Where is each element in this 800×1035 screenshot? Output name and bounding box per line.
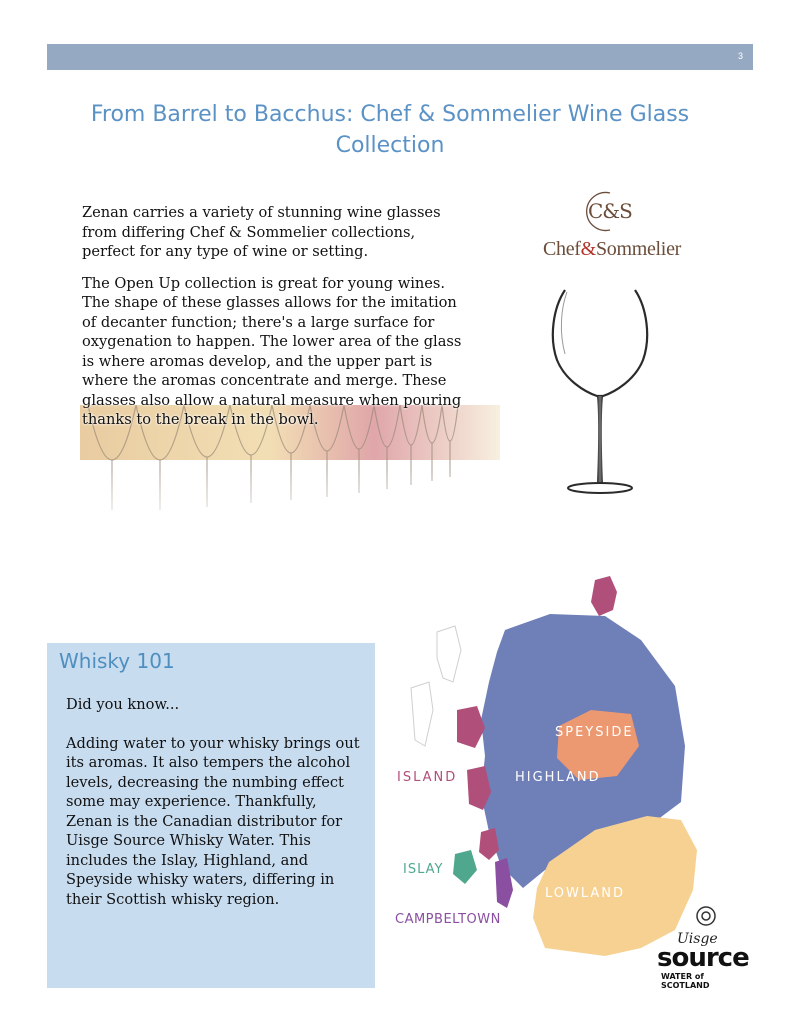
logo-wordmark — [530, 238, 694, 261]
label-lowland: LOWLAND — [545, 886, 626, 901]
label-islay: ISLAY — [403, 862, 444, 877]
whisky-101-box — [47, 643, 375, 988]
whisky-paragraph: Adding water to your whisky brings out its aromas. It also tempers the alcohol levels, decreasing the numbing effect some may experience. Thankfully, Zenan is the Canadian distributor for Uisge Source Whisky Water. This includes the Islay, Highland, and Speyside whisky waters, differing in their Scottish whisky region. — [66, 734, 360, 908]
label-speyside: SPEYSIDE — [555, 725, 634, 740]
region-orkney-shape — [591, 576, 617, 616]
region-islay-shape — [453, 850, 477, 884]
page-title: From Barrel to Bacchus: Chef & Sommelier Wine Glass Collection — [90, 102, 690, 158]
logo-word-ampersand: & — [580, 238, 596, 260]
whisky-101-title: Whisky 101 — [59, 649, 175, 673]
uisge-script-text: Uisge — [677, 931, 718, 947]
chef-sommelier-logo — [528, 186, 696, 274]
uisge-wordmark: source — [657, 943, 749, 973]
uisge-emblem-icon — [695, 905, 717, 927]
logo-mark: C&S — [588, 199, 632, 223]
intro-paragraph-2: The Open Up collection is great for young wines. The shape of these glasses allows for the imitation of decanter function; there's a large surface for oxygenation to happen. The lower area of the glass is where aromas develop, and the upper part is where the aromas concentrate and merge. These glasses also allow a natural measure when pouring thanks to the break in the bowl. — [82, 274, 462, 428]
wine-glass-image — [545, 288, 655, 498]
logo-word-chef: Chef — [542, 238, 581, 260]
intro-text — [82, 203, 472, 442]
logo-word-sommelier: Sommelier — [595, 238, 682, 260]
label-campbeltown: CAMPBELTOWN — [395, 912, 501, 927]
page-header-bar — [47, 44, 753, 70]
region-island-shape — [457, 706, 485, 748]
label-island: ISLAND — [397, 770, 458, 785]
uisge-source-logo — [655, 905, 755, 990]
uisge-tagline: WATER of SCOTLAND — [661, 972, 710, 990]
whisky-101-body — [66, 695, 366, 928]
intro-paragraph-1: Zenan carries a variety of stunning wine glasses from differing Chef & Sommelier collections, perfect for any type of wine or setting. — [82, 204, 441, 260]
label-highland: HIGHLAND — [515, 770, 601, 785]
page-number: 3 — [737, 51, 743, 61]
whisky-lead: Did you know... — [66, 696, 180, 713]
